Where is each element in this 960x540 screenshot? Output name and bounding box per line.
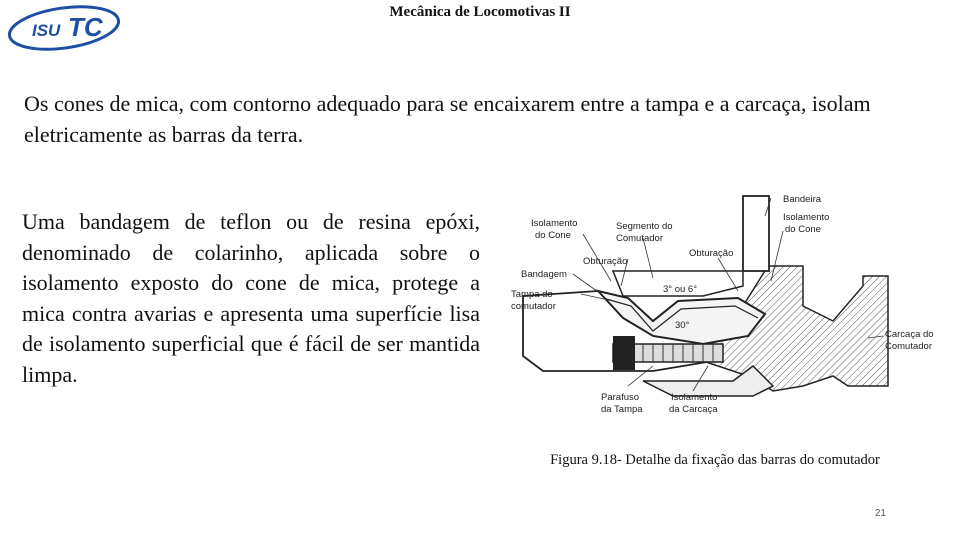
label-angle-1: 3° ou 6° xyxy=(663,284,698,295)
page-number: 21 xyxy=(874,508,886,519)
bolt-head xyxy=(613,336,635,370)
label-obturacao-left: Obturação xyxy=(583,256,628,267)
label-bandagem: Bandagem xyxy=(521,269,567,280)
label-tampa-1: Tampa do xyxy=(511,289,553,300)
label-isolamento-carcaca-2: da Carcaça xyxy=(669,404,718,415)
body-paragraph: Uma bandagem de teflon ou de resina epóxi, denominado de colarinho, aplicada sobre o isolamento exposto do cone de mica, protege a mica contra avarias e apresenta uma superfície lisa de isolamento superficial que é fácil de ser mantida limpa. xyxy=(22,209,480,387)
label-segmento-2: Comutador xyxy=(616,233,663,244)
logo-text-a: ISU xyxy=(32,21,61,40)
intro-paragraph: Os cones de mica, com contorno adequado para se encaixarem entre a tampa e a carcaça, isolam eletricamente as barras da terra. xyxy=(24,91,871,147)
label-angle-2: 30° xyxy=(675,320,690,331)
label-parafuso-1: Parafuso xyxy=(601,392,640,403)
label-carcaca-1: Carcaça do xyxy=(885,329,934,340)
bandeira-shape xyxy=(743,196,769,271)
commutator-diagram xyxy=(503,186,948,431)
figure-caption: Figura 9.18- Detalhe da fixação das barras do comutador xyxy=(550,452,880,468)
label-bandeira: Bandeira xyxy=(783,194,822,205)
label-obturacao-right: Obturação xyxy=(689,248,734,259)
label-isolamento-cone-r1: Isolamento xyxy=(783,212,830,223)
label-parafuso-2: da Tampa xyxy=(601,404,643,415)
label-isolamento-cone-2: do Cone xyxy=(535,230,571,241)
logo-text-b: TC xyxy=(68,12,103,42)
label-isolamento-carcaca-1: Isolamento xyxy=(671,392,718,403)
header-title: Mecânica de Locomotivas II xyxy=(389,4,571,20)
label-segmento-1: Segmento do xyxy=(616,221,673,232)
label-tampa-2: comutador xyxy=(511,301,556,312)
label-isolamento-cone-1: Isolamento xyxy=(531,218,578,229)
commutator-figure xyxy=(503,186,948,431)
label-isolamento-cone-r2: do Cone xyxy=(785,224,821,235)
label-carcaca-2: Comutador xyxy=(885,341,932,352)
